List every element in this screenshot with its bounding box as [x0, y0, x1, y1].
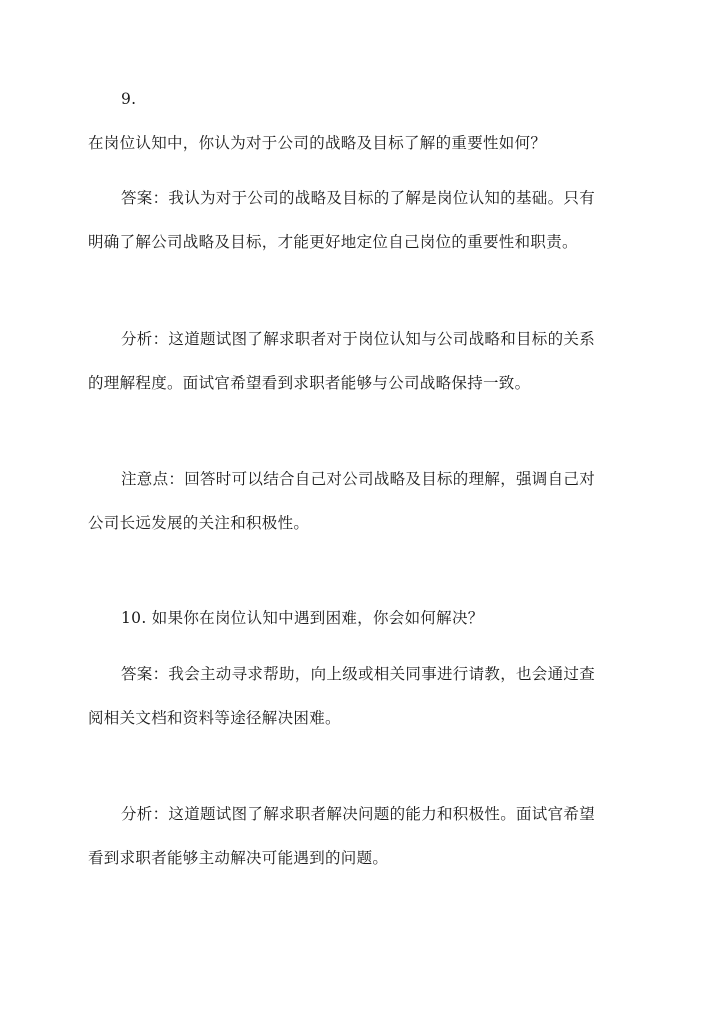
question-10-answer-line-1: 答案：我会主动寻求帮助，向上级或相关同事进行请教，也会通过查 [121, 665, 596, 683]
question-9-note-line-1: 注意点：回答时可以结合自己对公司战略及目标的理解，强调自己对 [121, 470, 596, 488]
question-9-analysis-line-2: 的理解程度。面试官希望看到求职者能够与公司战略保持一致。 [88, 374, 531, 392]
question-9-answer-line-1: 答案：我认为对于公司的战略及目标的了解是岗位认知的基础。只有 [121, 189, 596, 207]
question-9-analysis-line-1: 分析：这道题试图了解求职者对于岗位认知与公司战略和目标的关系 [121, 330, 596, 348]
question-10-analysis-line-1: 分析：这道题试图了解求职者解决问题的能力和积极性。面试官希望 [121, 805, 596, 823]
question-10-text: 10. 如果你在岗位认知中遇到困难，你会如何解决？ [121, 609, 484, 627]
question-9-answer-line-2: 明确了解公司战略及目标，才能更好地定位自己岗位的重要性和职责。 [88, 233, 578, 251]
question-9-note-line-2: 公司长远发展的关注和积极性。 [88, 514, 310, 532]
question-10-analysis-line-2: 看到求职者能够主动解决可能遇到的问题。 [88, 849, 389, 867]
question-10-answer-line-2: 阅相关文档和资料等途径解决困难。 [88, 709, 341, 727]
question-9-text: 在岗位认知中，你认为对于公司的战略及目标了解的重要性如何？ [88, 134, 547, 152]
question-9-number: 9. [121, 90, 137, 108]
